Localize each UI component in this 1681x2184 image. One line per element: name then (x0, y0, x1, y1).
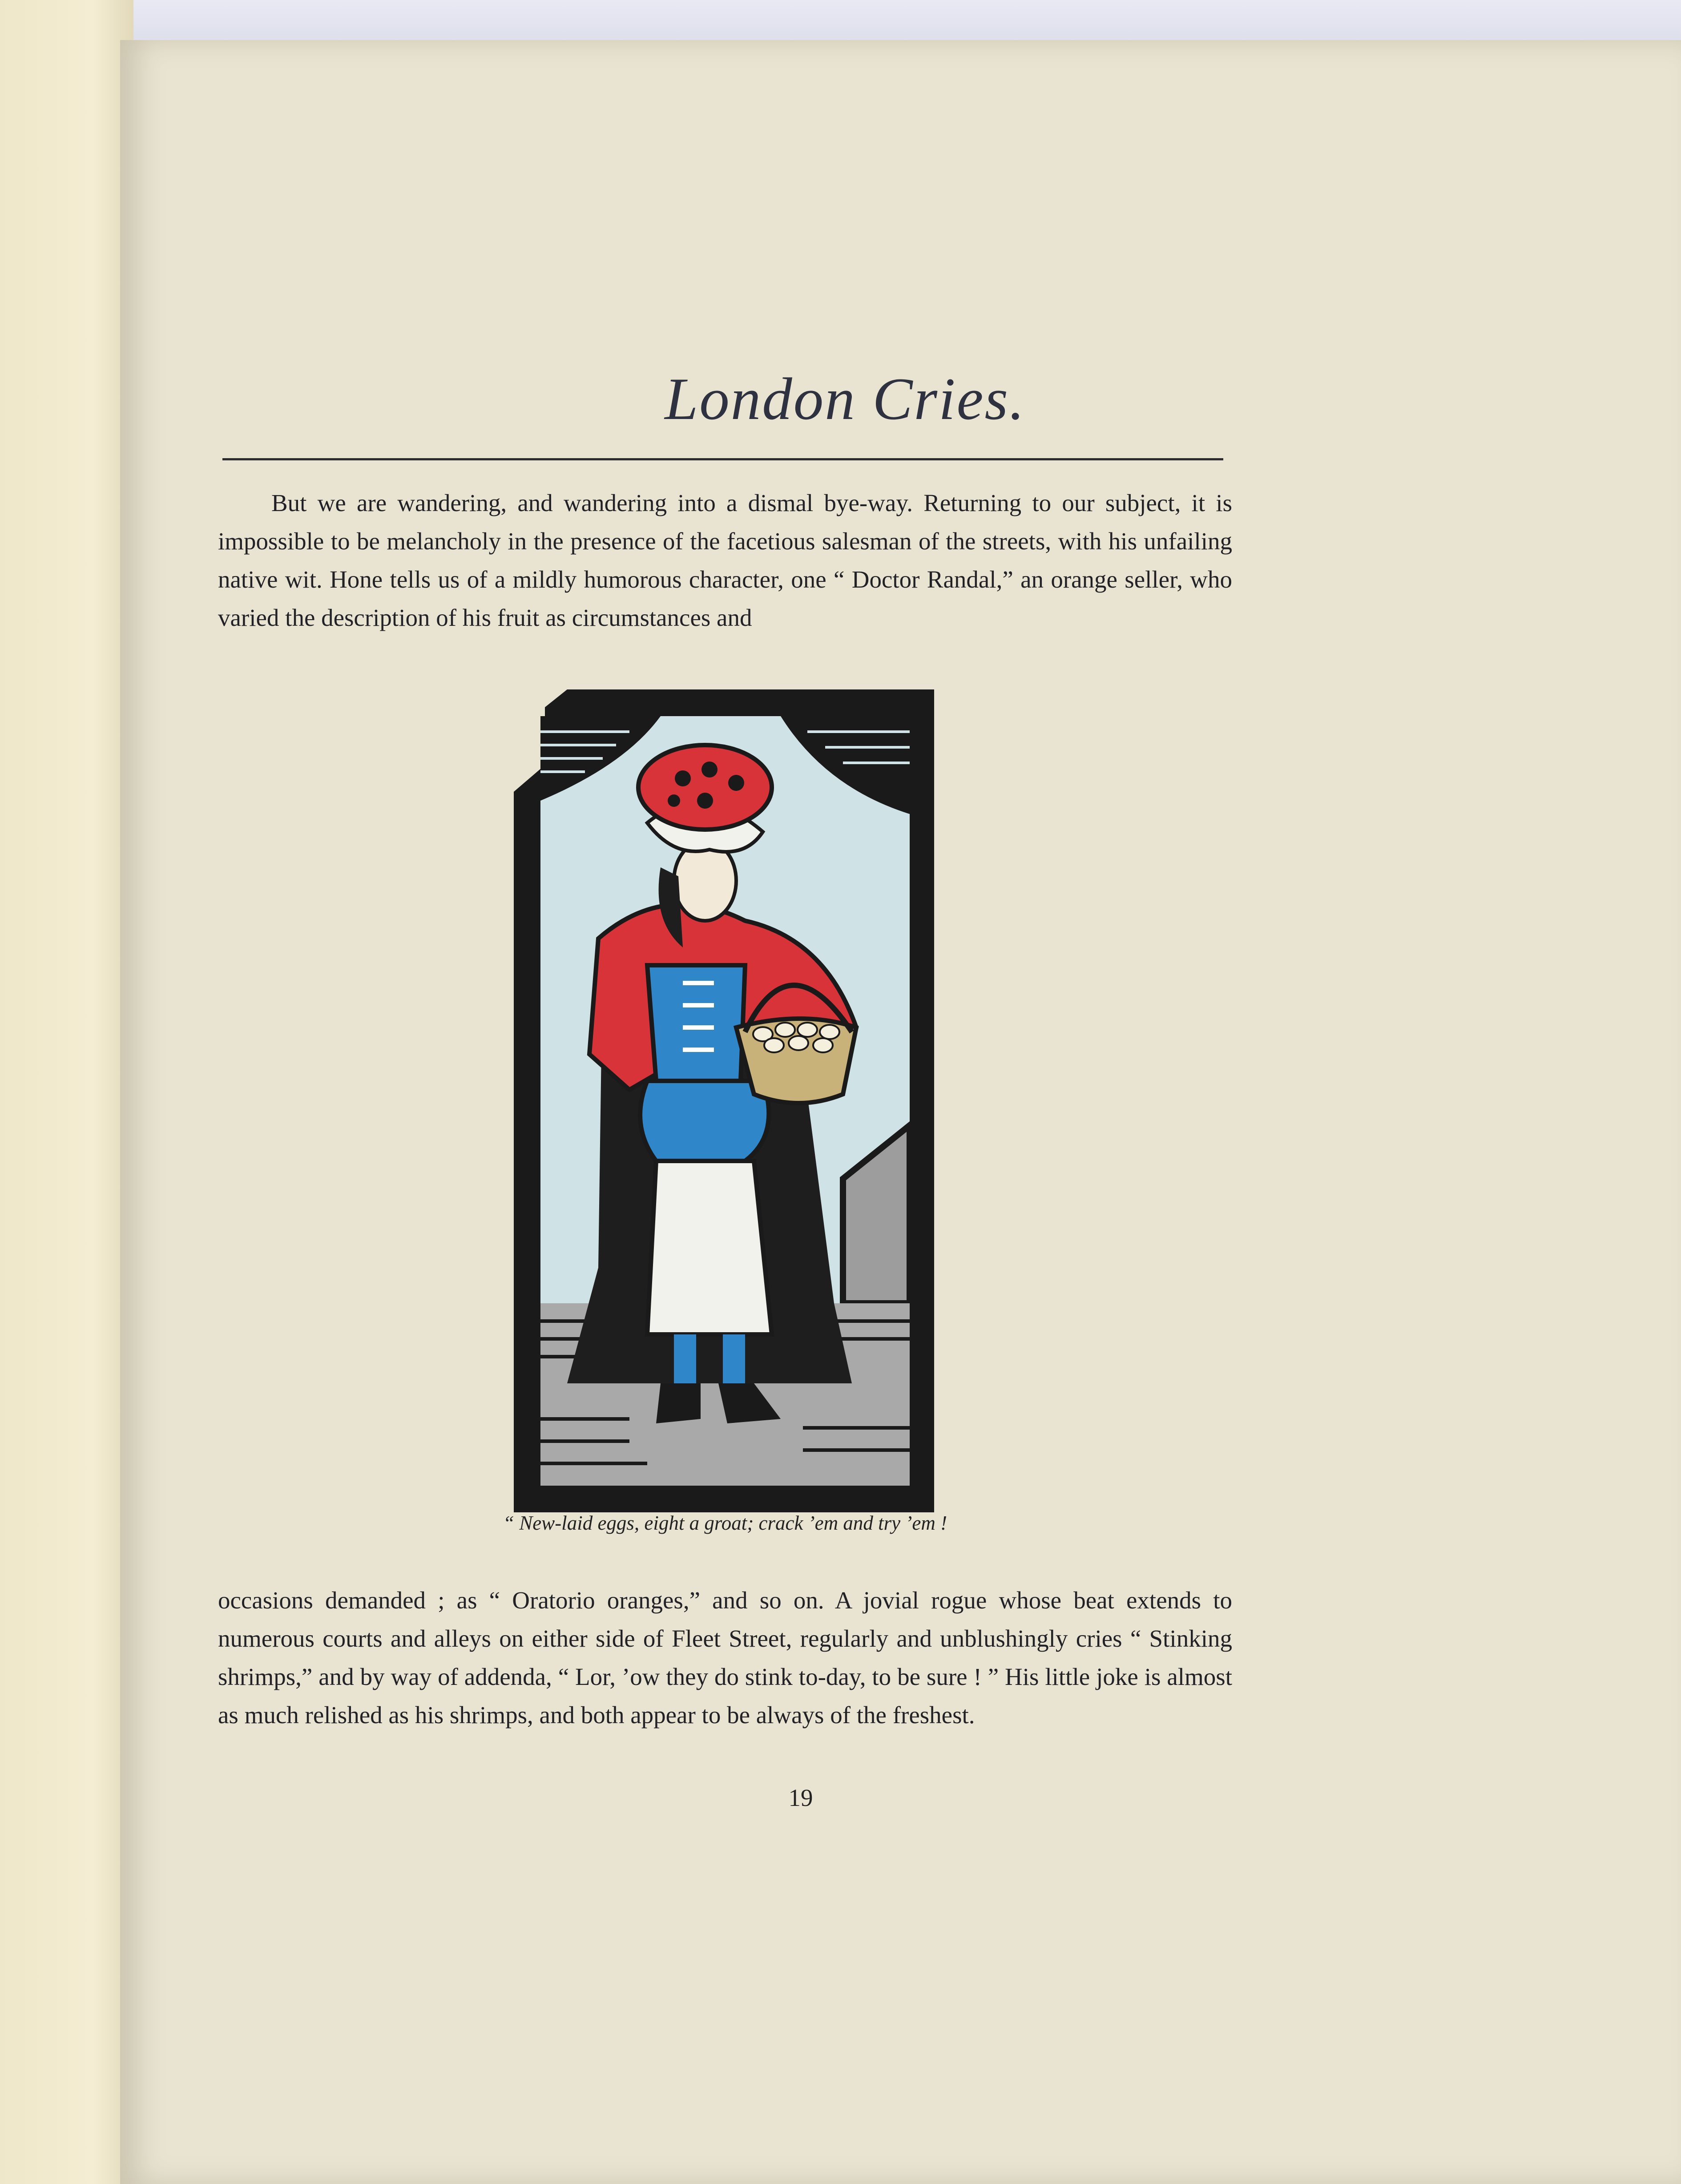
running-title: London Cries. (665, 366, 1026, 432)
facing-page-edge (0, 0, 133, 2184)
paragraph-1-text: But we are wandering, and wandering into a dismal bye-way. Returning to our subject, it is impossible to be melancholy in the presence of the facetious salesman of the streets, with his unfailing native wit. Hone tells us of a mildly humorous character, one “ Doctor Randal,” an orange seller, who varied the description of his fruit as circumstances and (218, 489, 1232, 631)
woodcut-stocking-left (674, 1334, 696, 1388)
paragraph-1 (218, 484, 1232, 637)
woodcut-egg-seller-illustration (514, 689, 934, 1512)
paragraph-2: occasions demanded ; as “ Oratorio oranges,” and so on. A jovial rogue whose beat extends to numerous courts and alleys on either side of Fleet Street, regularly and unblushingly cries “ Stinking shrimps,” and by way of addenda, “ Lor, ’ow they do stink to-day, to be sure ! ” His little joke is almost as much relished as his shrimps, and both appear to be always of the freshest. (218, 1587, 1232, 1729)
woodcut-white-skirt (647, 1161, 772, 1334)
title-rule (222, 458, 1223, 460)
woodcut-blue-apron (640, 1081, 769, 1161)
woodcut-stocking-right (723, 1334, 745, 1388)
figure-caption: “ New-laid eggs, eight a groat; crack ’em and try ’em ! (503, 1512, 947, 1534)
woodcut-red-hat (638, 745, 772, 830)
woodcut-shoe-left (656, 1383, 701, 1423)
page-number: 19 (788, 1784, 813, 1811)
